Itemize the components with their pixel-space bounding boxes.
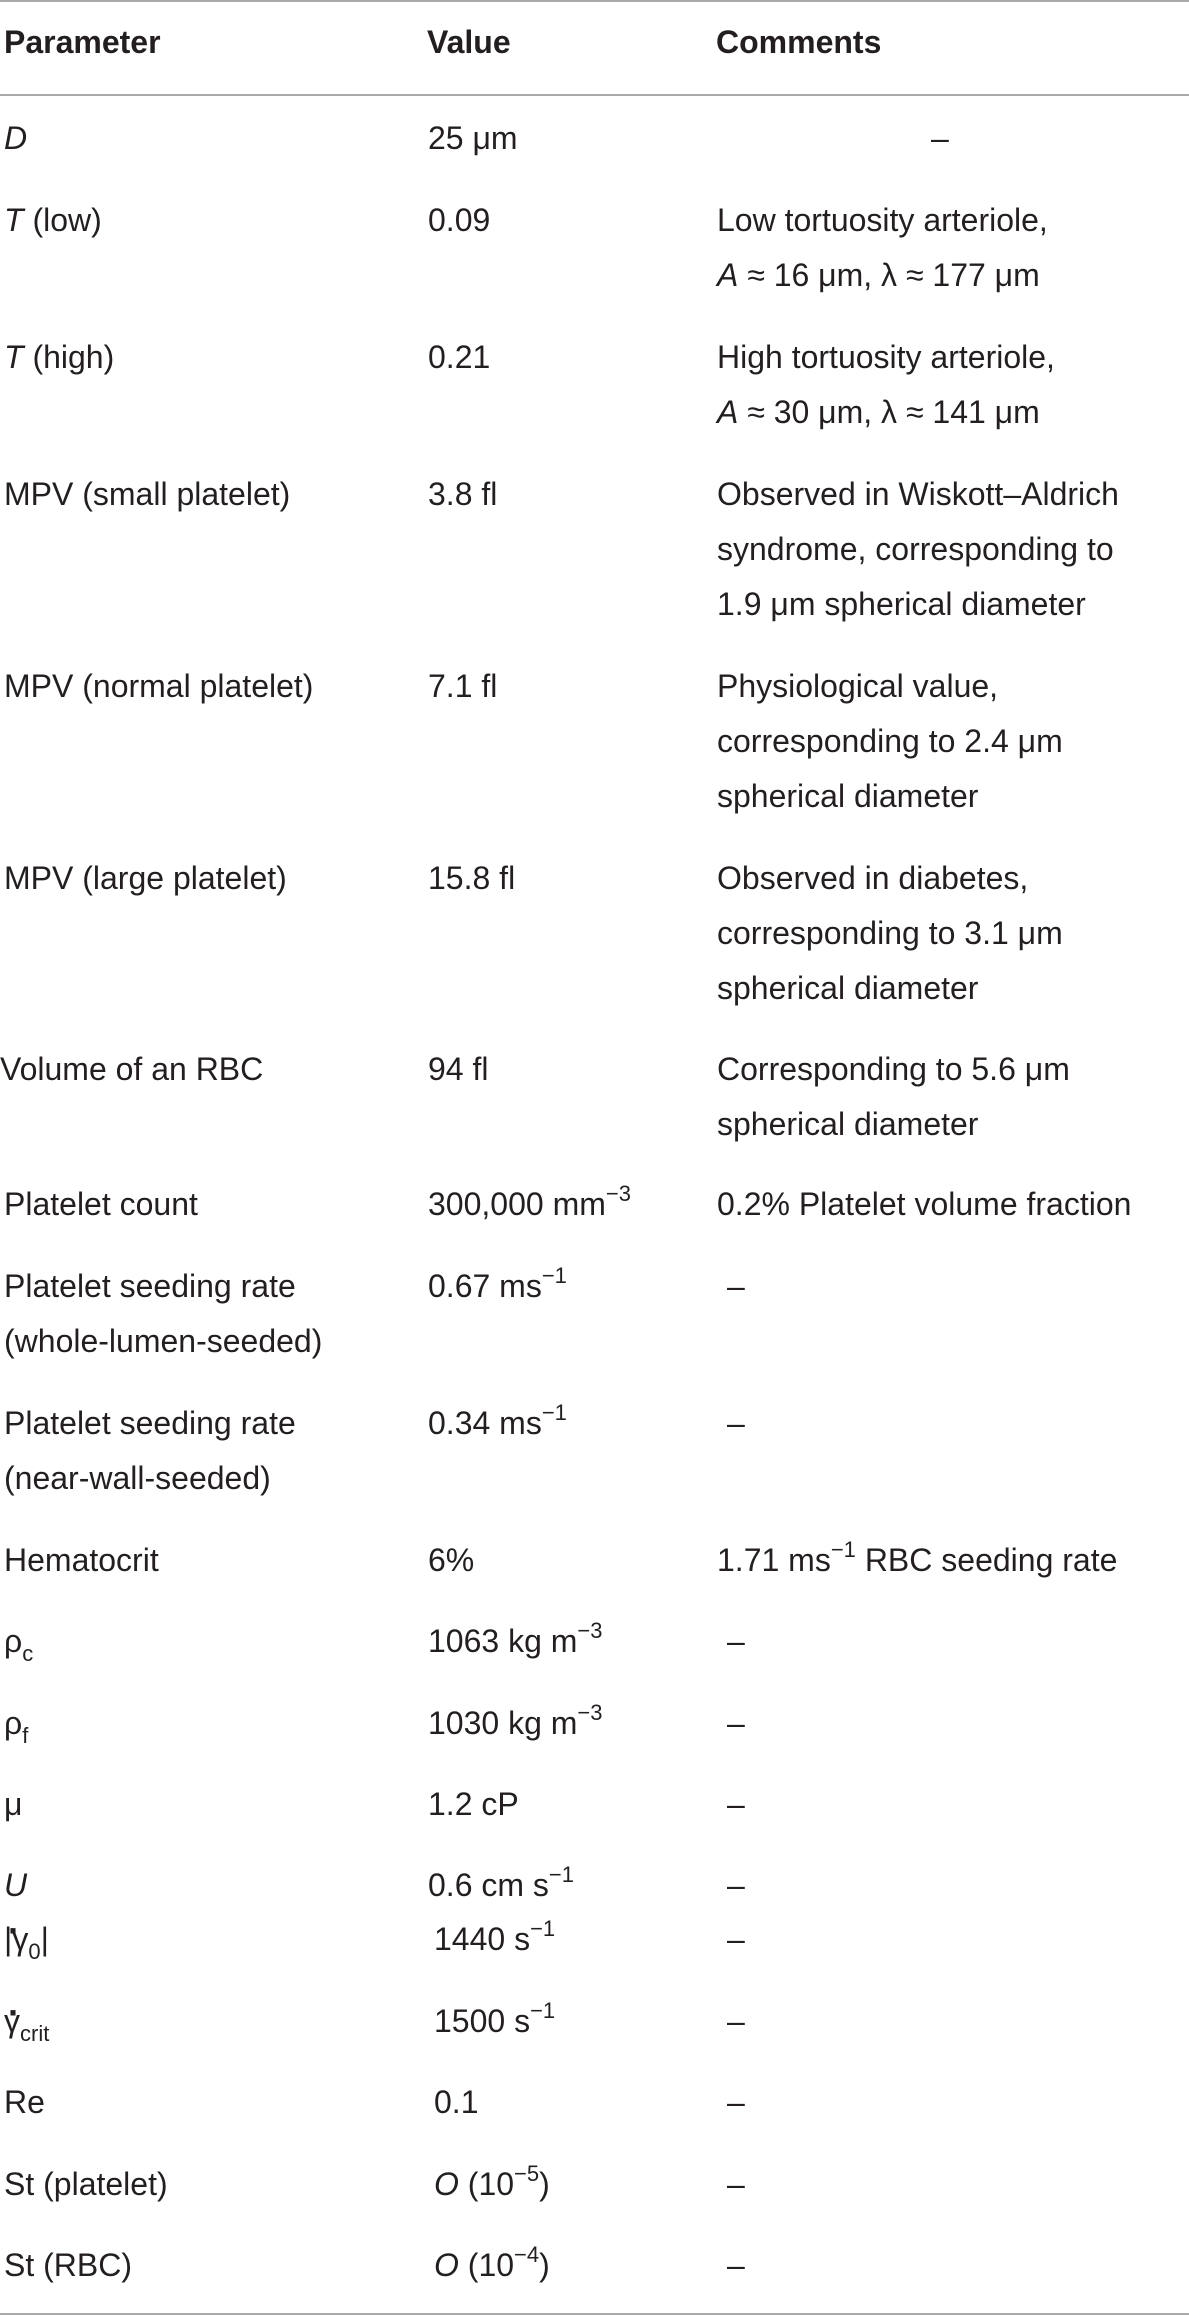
value-hematocrit: 6% [428,1542,475,1578]
comment-mpv-small-line1: Observed in Wiskott–Aldrich [717,476,1119,512]
param-hematocrit: Hematocrit [4,1542,159,1578]
value-seeding-nearwall: 0.34 $ms^{-1}$ [428,1400,567,1441]
table-bottom-rule [0,2313,1189,2315]
value-gamma-crit: 1500 $s^{-1}$ [434,1998,556,2039]
value-t-high: 0.21 [428,339,491,375]
comment-st-rbc: – [727,2247,745,2283]
param-t-low: T (low) [4,202,102,238]
param-platelet-count: Platelet count [4,1186,198,1222]
value-platelet-count: 300,000 $mm^{-3}$ [428,1181,631,1222]
comment-st-platelet: – [727,2166,745,2202]
param-t-high: T (high) [4,339,115,375]
value-st-platelet: O $(10^{-5})$ [434,2161,550,2202]
param-rbc-volume: Volume of an RBC [0,1051,264,1087]
value-mu: 1.2 cP [428,1786,519,1822]
header-value: Value [427,24,511,60]
param-mu: μ [4,1786,23,1822]
param-mpv-normal: MPV (normal platelet) [4,668,314,704]
comment-mpv-normal-line2: corresponding to 2.4 μm [717,723,1063,759]
value-t-low: 0.09 [428,202,491,238]
header-parameter: Parameter [4,24,161,60]
comment-mpv-normal-line3: spherical diameter [717,778,979,814]
param-rho-c: $\rho_c$ [4,1623,34,1666]
comment-hematocrit: 1.71 $ms^{-1}$ RBC seeding rate [717,1537,1118,1578]
value-mpv-large: 15.8 fl [428,860,516,896]
comment-re: – [727,2084,745,2120]
param-d: D [4,120,28,156]
value-rho-f: 1030 kg $m^{-3}$ [428,1700,603,1741]
comment-mpv-normal-line1: Physiological value, [717,668,999,704]
comment-rbc-volume-line1: Corresponding to 5.6 μm [717,1051,1070,1087]
comment-rho-c: – [727,1623,745,1659]
comment-platelet-count: 0.2% Platelet volume fraction [717,1186,1132,1222]
param-seeding-whole-line2: (whole-lumen-seeded) [4,1323,323,1359]
value-mpv-normal: 7.1 fl [428,668,498,704]
table-top-rule [0,0,1189,2]
comment-u: – [727,1867,745,1903]
param-seeding-nearwall-line2: (near-wall-seeded) [4,1460,271,1496]
value-u: 0.6 cm $s^{-1}$ [428,1862,575,1903]
comment-t-high-line2: A ≈ 30 μm, λ ≈ 141 μm [717,394,1040,430]
value-mpv-small: 3.8 fl [428,476,498,512]
param-re: Re [4,2084,45,2120]
comment-rho-f: – [727,1705,745,1741]
comment-d: – [931,120,949,156]
comment-mpv-large-line2: corresponding to 3.1 μm [717,915,1063,951]
param-u: U [4,1867,28,1903]
header-comments: Comments [716,24,882,60]
comment-rbc-volume-line2: spherical diameter [717,1106,979,1142]
comment-seeding-nearwall: – [727,1405,745,1441]
comment-t-low-line2: A ≈ 16 μm, λ ≈ 177 μm [717,257,1040,293]
comment-mpv-large-line3: spherical diameter [717,970,979,1006]
comment-mpv-small-line2: syndrome, corresponding to [717,531,1114,567]
value-rbc-volume: 94 fl [428,1051,489,1087]
param-mpv-small: MPV (small platelet) [4,476,291,512]
param-st-platelet: St (platelet) [4,2166,168,2202]
comment-mpv-large-line1: Observed in diabetes, [717,860,1029,896]
value-st-rbc: O $(10^{-4})$ [434,2242,550,2283]
comment-mpv-small-line3: 1.9 μm spherical diameter [717,586,1086,622]
param-st-rbc: St (RBC) [4,2247,132,2283]
param-gamma-crit: · $\gamma_{crit}$ [4,1994,49,2052]
value-gamma0: 1440 $s^{-1}$ [434,1916,556,1957]
comment-gamma0: – [727,1921,745,1957]
comment-gamma-crit: – [727,2003,745,2039]
value-rho-c: 1063 kg $m^{-3}$ [428,1618,603,1659]
value-re: 0.1 [434,2084,479,2120]
header-rule [0,94,1189,96]
param-gamma0: · $|\gamma_0|$ [4,1912,49,1970]
param-rho-f: $\rho_f$ [4,1705,29,1748]
comment-seeding-whole: – [727,1268,745,1304]
value-d: 25 μm [428,120,518,156]
comment-t-high-line1: High tortuosity arteriole, [717,339,1055,375]
comment-t-low-line1: Low tortuosity arteriole, [717,202,1048,238]
comment-mu: – [727,1786,745,1822]
value-seeding-whole: 0.67 $ms^{-1}$ [428,1263,567,1304]
param-seeding-whole-line1: Platelet seeding rate [4,1268,296,1304]
param-mpv-large: MPV (large platelet) [4,860,287,896]
param-seeding-nearwall-line1: Platelet seeding rate [4,1405,296,1441]
